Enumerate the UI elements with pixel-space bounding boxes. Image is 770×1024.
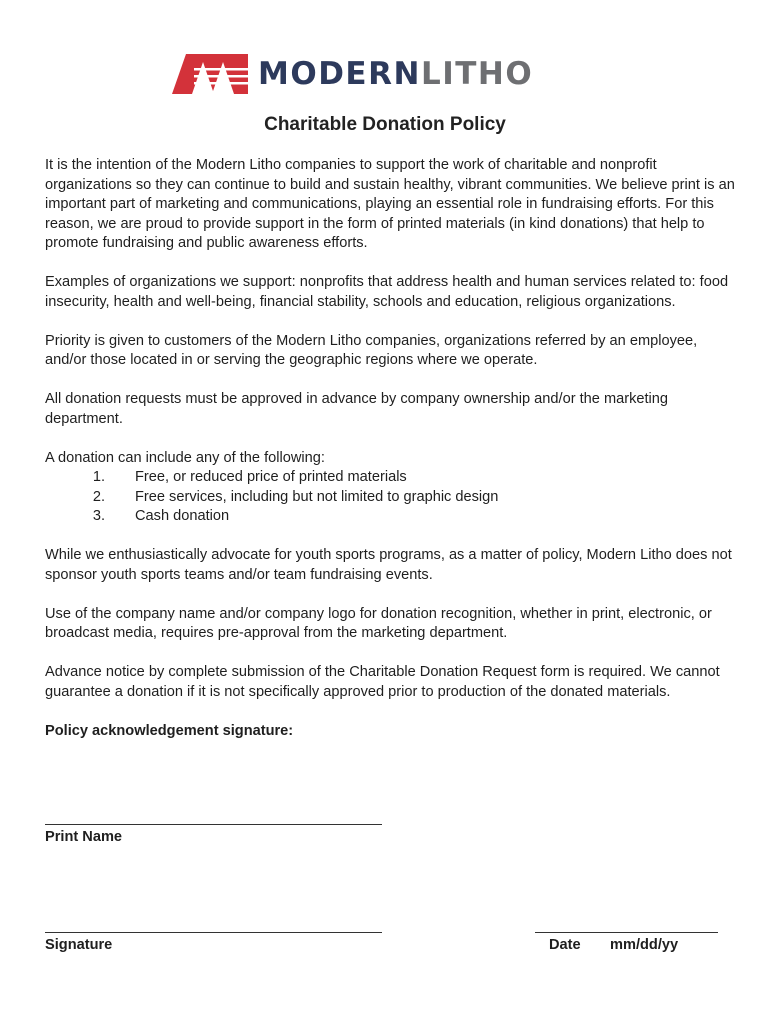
company-logo — [172, 52, 592, 96]
list-item — [45, 507, 735, 527]
signature-label: Signature — [45, 937, 113, 953]
paragraph-examples: Examples of organizations we support: nonprofits that address health and human services related to: food insecurity, health and well-being, financial stability, schools and education, religious organizations. — [45, 274, 729, 310]
paragraph-approval: All donation requests must be approved in advance by company ownership and/or the marketing department. — [45, 391, 669, 427]
paragraph-intent: It is the intention of the Modern Litho companies to support the work of charitable and nonprofit organizations so they can continue to build and sustain healthy, vibrant communities. We believe print is an important part of marketing and communications, playing an essential role in fundraising efforts. For this reason, we are proud to provide support in the form of printed materials (in kind donations) that help to promote fundraising and public awareness efforts. — [45, 157, 735, 251]
list-item-number: 1. — [92, 469, 105, 485]
list-item-text: Free, or reduced price of printed materials — [135, 469, 407, 485]
list-item-number: 2. — [92, 488, 105, 505]
page-title: Charitable Donation Policy — [264, 114, 506, 135]
print-name-label: Print Name — [45, 829, 123, 845]
paragraph-logo-use: Use of the company name and/or company logo for donation recognition, whether in print, electronic, or broadcast media, requires pre-approval from the marketing department. — [45, 605, 712, 641]
donation-intro: A donation can include any of the following: — [45, 449, 325, 466]
acknowledgement-heading: Policy acknowledgement signature: — [45, 722, 294, 739]
paragraph-priority: Priority is given to customers of the Modern Litho companies, organizations referred by an employee, and/or those located in or serving the geographic regions where we operate. — [45, 332, 698, 368]
policy-body — [45, 156, 735, 741]
date-format-label: mm/dd/yy — [610, 937, 679, 953]
signature-line[interactable] — [45, 932, 382, 933]
list-item-number: 3. — [92, 508, 105, 524]
paragraph-youth-sports: While we enthusiastically advocate for youth sports programs, as a matter of policy, Modern Litho does not sponsor youth sports teams and/or team fundraising events. — [45, 547, 732, 583]
donation-list — [45, 468, 735, 527]
list-item — [45, 468, 735, 488]
logo-word-modern: MODERN — [258, 55, 421, 92]
logo-word-litho: LITHO — [420, 55, 534, 92]
list-item-text: Free services, including but not limited to graphic design — [135, 488, 499, 505]
logo-mark-icon — [172, 54, 248, 94]
logo-wordmark — [258, 55, 534, 92]
print-name-line[interactable] — [45, 824, 382, 825]
list-item-text: Cash donation — [135, 508, 230, 524]
paragraph-advance-notice: Advance notice by complete submission of the Charitable Donation Request form is required. We cannot guarantee a donation if it is not specifically approved prior to production of the donated materials. — [45, 664, 720, 700]
date-label: Date — [549, 937, 581, 953]
date-line[interactable] — [535, 932, 718, 933]
list-item — [45, 488, 735, 508]
